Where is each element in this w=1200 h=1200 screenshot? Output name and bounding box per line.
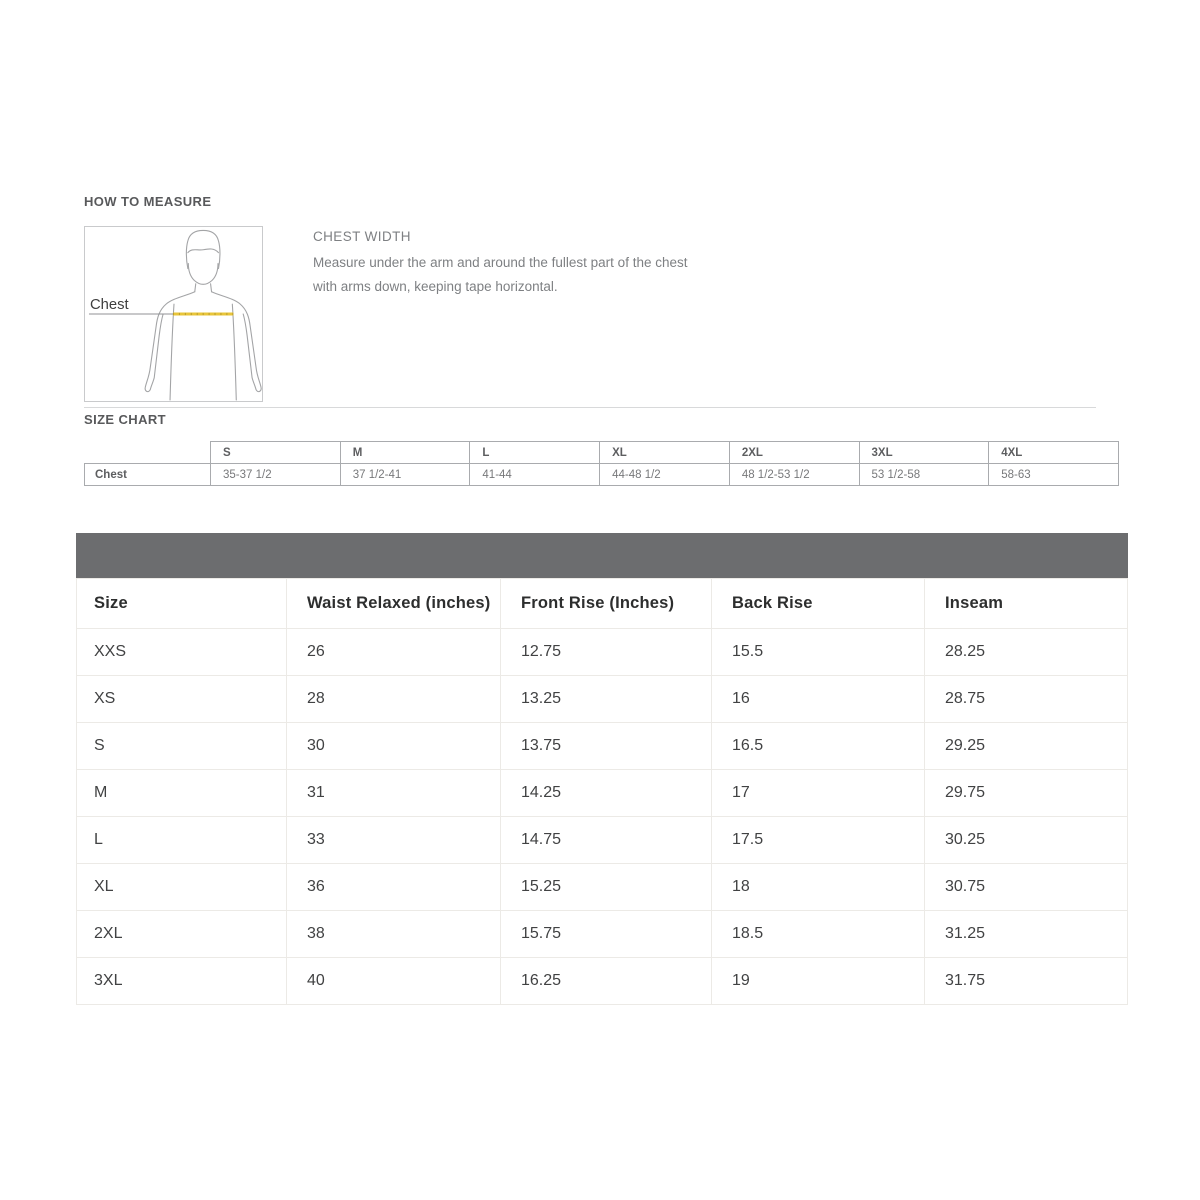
size-chart-row-label: Chest bbox=[85, 464, 211, 486]
spec-header-inseam: Inseam bbox=[925, 579, 1128, 629]
section-divider bbox=[84, 407, 1096, 408]
spec-cell-inseam: 29.75 bbox=[925, 770, 1128, 817]
spec-cell-front-rise: 13.25 bbox=[501, 676, 712, 723]
spec-cell-waist: 31 bbox=[287, 770, 501, 817]
body-figure-illustration bbox=[85, 227, 262, 401]
spec-cell-waist: 30 bbox=[287, 723, 501, 770]
spec-cell-front-rise: 15.75 bbox=[501, 911, 712, 958]
size-chart-table bbox=[84, 441, 1119, 486]
size-col-header: XL bbox=[600, 442, 730, 464]
spec-cell-inseam: 29.25 bbox=[925, 723, 1128, 770]
spec-cell-waist: 28 bbox=[287, 676, 501, 723]
spec-cell-waist: 36 bbox=[287, 864, 501, 911]
size-col-header: S bbox=[211, 442, 341, 464]
spec-cell-size: L bbox=[77, 817, 287, 864]
size-col-header: 3XL bbox=[859, 442, 989, 464]
spec-row bbox=[77, 629, 1128, 676]
spec-header-row bbox=[77, 579, 1128, 629]
spec-header-waist: Waist Relaxed (inches) bbox=[287, 579, 501, 629]
spec-cell-size: 2XL bbox=[77, 911, 287, 958]
spec-cell-front-rise: 13.75 bbox=[501, 723, 712, 770]
spec-cell-size: S bbox=[77, 723, 287, 770]
size-chart-header-row bbox=[85, 442, 1119, 464]
spec-cell-inseam: 28.25 bbox=[925, 629, 1128, 676]
spec-cell-inseam: 31.75 bbox=[925, 958, 1128, 1005]
spec-cell-inseam: 28.75 bbox=[925, 676, 1128, 723]
spec-cell-inseam: 31.25 bbox=[925, 911, 1128, 958]
size-chart-cell: 44-48 1/2 bbox=[600, 464, 730, 486]
spec-row bbox=[77, 770, 1128, 817]
spec-cell-back-rise: 15.5 bbox=[712, 629, 925, 676]
spec-cell-front-rise: 14.75 bbox=[501, 817, 712, 864]
size-chart-cell: 37 1/2-41 bbox=[340, 464, 470, 486]
spec-row bbox=[77, 958, 1128, 1005]
spec-cell-waist: 33 bbox=[287, 817, 501, 864]
chest-label: Chest bbox=[89, 297, 129, 314]
spec-cell-waist: 38 bbox=[287, 911, 501, 958]
instruction-line-1: Measure under the arm and around the fullest part of the chest bbox=[313, 255, 688, 270]
spec-cell-size: XS bbox=[77, 676, 287, 723]
spec-cell-waist: 26 bbox=[287, 629, 501, 676]
spec-cell-back-rise: 16 bbox=[712, 676, 925, 723]
size-col-header: L bbox=[470, 442, 600, 464]
spec-cell-waist: 40 bbox=[287, 958, 501, 1005]
size-chart-cell: 53 1/2-58 bbox=[859, 464, 989, 486]
spec-cell-front-rise: 15.25 bbox=[501, 864, 712, 911]
spec-cell-size: 3XL bbox=[77, 958, 287, 1005]
table-header-bar bbox=[76, 533, 1128, 578]
chest-width-title: CHEST WIDTH bbox=[313, 229, 411, 244]
spec-cell-back-rise: 18.5 bbox=[712, 911, 925, 958]
size-chart-chest-row bbox=[85, 464, 1119, 486]
spec-cell-back-rise: 17 bbox=[712, 770, 925, 817]
how-to-measure-heading: HOW TO MEASURE bbox=[84, 194, 212, 209]
spec-header-back-rise: Back Rise bbox=[712, 579, 925, 629]
spec-cell-inseam: 30.75 bbox=[925, 864, 1128, 911]
spec-cell-back-rise: 16.5 bbox=[712, 723, 925, 770]
chest-width-instructions bbox=[313, 251, 687, 299]
spec-cell-front-rise: 14.25 bbox=[501, 770, 712, 817]
spec-cell-size: XXS bbox=[77, 629, 287, 676]
spec-row bbox=[77, 676, 1128, 723]
spec-cell-size: M bbox=[77, 770, 287, 817]
size-col-header: 2XL bbox=[729, 442, 859, 464]
size-chart-heading: SIZE CHART bbox=[84, 412, 166, 427]
spec-row bbox=[77, 817, 1128, 864]
size-col-header: M bbox=[340, 442, 470, 464]
spec-header-front-rise: Front Rise (Inches) bbox=[501, 579, 712, 629]
size-chart-cell: 58-63 bbox=[989, 464, 1119, 486]
measure-diagram bbox=[84, 226, 263, 402]
spec-cell-size: XL bbox=[77, 864, 287, 911]
size-chart-cell: 41-44 bbox=[470, 464, 600, 486]
size-chart-corner-cell bbox=[85, 442, 211, 464]
instruction-line-2: with arms down, keeping tape horizontal. bbox=[313, 279, 558, 294]
spec-table bbox=[76, 578, 1128, 1005]
spec-cell-inseam: 30.25 bbox=[925, 817, 1128, 864]
spec-cell-front-rise: 16.25 bbox=[501, 958, 712, 1005]
size-chart-cell: 48 1/2-53 1/2 bbox=[729, 464, 859, 486]
spec-row bbox=[77, 864, 1128, 911]
spec-header-size: Size bbox=[77, 579, 287, 629]
size-chart-cell: 35-37 1/2 bbox=[211, 464, 341, 486]
spec-cell-back-rise: 18 bbox=[712, 864, 925, 911]
spec-cell-front-rise: 12.75 bbox=[501, 629, 712, 676]
spec-row bbox=[77, 911, 1128, 958]
size-col-header: 4XL bbox=[989, 442, 1119, 464]
spec-cell-back-rise: 17.5 bbox=[712, 817, 925, 864]
spec-cell-back-rise: 19 bbox=[712, 958, 925, 1005]
spec-row bbox=[77, 723, 1128, 770]
